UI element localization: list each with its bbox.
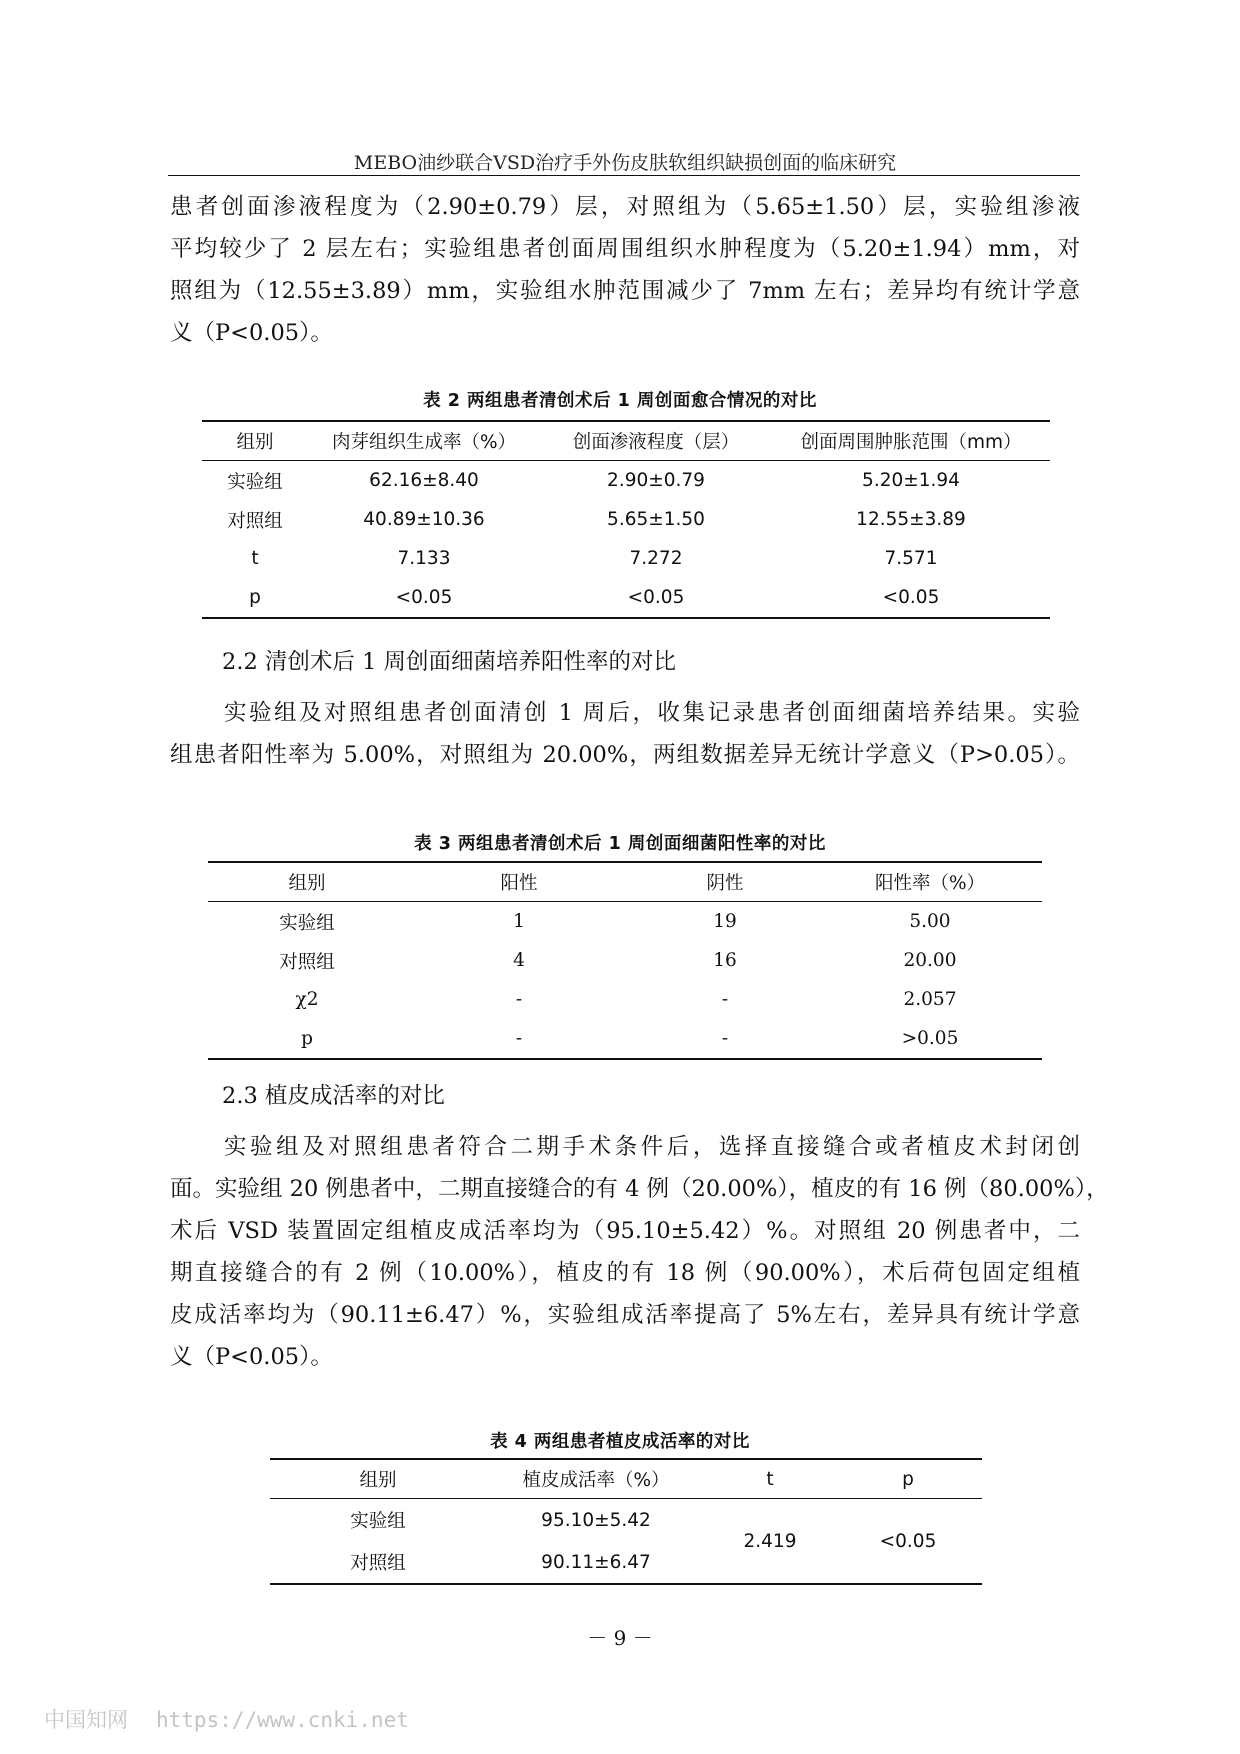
cnki-watermark [44, 1704, 409, 1734]
table-caption: 表 2 两组患者清创术后 1 周创面愈合情况的对比 [423, 391, 817, 411]
table-caption: 表 3 两组患者清创术后 1 周创面细菌阳性率的对比 [414, 834, 826, 854]
text-line: 义（P<0.05）。 [170, 1344, 333, 1370]
table-row [202, 500, 1050, 539]
text-line: 平均较少了 2 层左右；实验组患者创面周围组织水肿程度为（5.20±1.94）mm，对 [170, 236, 1080, 262]
table-cell: 5.65±1.50 [607, 509, 705, 530]
section-heading: 2.3 植皮成活率的对比 [222, 1083, 445, 1109]
section-heading: 2.2 清创术后 1 周创面细菌培养阳性率的对比 [222, 649, 677, 675]
table-cell: 95.10±5.42 [541, 1509, 651, 1531]
table-cell: 16 [713, 950, 737, 971]
table-row [202, 461, 1050, 501]
table-cell: 5.00 [909, 911, 951, 932]
table-cell: - [721, 989, 729, 1010]
watermark-url: https://www.cnki.net [156, 1708, 409, 1732]
header-rule [168, 175, 1080, 176]
column-header: p [834, 1459, 982, 1499]
paragraph-section-2-3 [170, 1126, 1109, 1378]
table-cell: - [515, 989, 523, 1010]
column-header: 阴性 [632, 862, 818, 902]
column-header: 阳性 [406, 862, 632, 902]
table-cell: t [251, 548, 259, 569]
table-cell: 对照组 [350, 1553, 406, 1574]
table-row [202, 539, 1050, 578]
text-line: 术后 VSD 装置固定组植皮成活率均为（95.10±5.42）%。对照组 20 例患者中，二 [170, 1218, 1080, 1244]
table-cell: 2.90±0.79 [607, 470, 705, 491]
text-line: 面。实验组 20 例患者中，二期直接缝合的有 4 例（20.00%），植皮的有 16 例（80.00%）， [170, 1176, 1109, 1202]
table-cell: - [515, 1028, 523, 1049]
table-cell: <0.05 [627, 587, 685, 608]
table-row [270, 1499, 982, 1542]
paragraph-section-2-2 [170, 692, 1080, 776]
table-cell: 对照组 [227, 510, 283, 532]
table-cell: p [301, 1028, 313, 1049]
table-row [202, 578, 1050, 618]
column-header: 阳性率（%） [818, 862, 1042, 902]
column-header: 组别 [208, 862, 406, 902]
paragraph-top [170, 186, 1080, 354]
table-cell: 1 [513, 911, 525, 932]
text-line: 患者创面渗液程度为（2.90±0.79）层，对照组为（5.65±1.50）层，实验组渗液 [170, 194, 1080, 220]
text-line: 义（P<0.05）。 [170, 320, 333, 346]
table-cell: >0.05 [901, 1028, 959, 1049]
column-header: 组别 [202, 421, 308, 461]
column-header: 肉芽组织生成率（%） [308, 421, 540, 461]
table-cell: - [721, 1028, 729, 1049]
table-cell: p [249, 587, 261, 608]
table-row [208, 1019, 1042, 1059]
text-line: 皮成活率均为（90.11±6.47）%，实验组成活率提高了 5%左右，差异具有统计学意 [170, 1302, 1080, 1328]
running-header: MEBO油纱联合VSD治疗手外伤皮肤软组织缺损创面的临床研究 [353, 152, 897, 174]
table-cell: χ2 [295, 989, 319, 1010]
table-cell: <0.05 [882, 587, 940, 608]
text-line: 期直接缝合的有 2 例（10.00%），植皮的有 18 例（90.00%），术后荷包固定组植 [170, 1260, 1080, 1286]
table-wound-healing [202, 420, 1050, 619]
table-cell: 4 [513, 950, 525, 971]
table-cell: 实验组 [279, 912, 335, 934]
table-caption: 表 4 两组患者植皮成活率的对比 [490, 1432, 750, 1452]
table-cell: 19 [713, 911, 737, 932]
table-header-row [270, 1459, 982, 1499]
text-line: 实验组及对照组患者符合二期手术条件后，选择直接缝合或者植皮术封闭创 [224, 1134, 1080, 1160]
table-cell: <0.05 [395, 587, 453, 608]
table-cell: 5.20±1.94 [862, 470, 960, 491]
table-bacteria-positive [208, 861, 1042, 1060]
column-header: 创面渗液程度（层） [540, 421, 772, 461]
column-header: 组别 [270, 1459, 486, 1499]
table-cell: 40.89±10.36 [363, 509, 485, 530]
text-line: 照组为（12.55±3.89）mm，实验组水肿范围减少了 7mm 左右；差异均有统计学意 [170, 278, 1080, 304]
table-cell: 62.16±8.40 [369, 470, 479, 491]
table-cell: 90.11±6.47 [541, 1551, 651, 1573]
column-header: 植皮成活率（%） [486, 1459, 706, 1499]
table-row [208, 980, 1042, 1019]
table-cell: 20.00 [903, 950, 957, 971]
p-value-cell: <0.05 [879, 1530, 937, 1552]
column-header: 创面周围肿胀范围（mm） [772, 421, 1050, 461]
table-cell: 2.057 [903, 989, 957, 1010]
table-cell: 实验组 [227, 471, 283, 493]
text-line: 组患者阳性率为 5.00%，对照组为 20.00%，两组数据差异无统计学意义（P>0.05）。 [170, 742, 1080, 768]
table-row [208, 902, 1042, 942]
table-cell: 对照组 [279, 951, 335, 973]
table-row [208, 941, 1042, 980]
watermark-logo: 中国知网 [44, 1708, 128, 1732]
table-header-row [208, 862, 1042, 902]
text-line: 实验组及对照组患者创面清创 1 周后，收集记录患者创面细菌培养结果。实验 [224, 700, 1080, 726]
table-graft-survival [270, 1458, 982, 1585]
table-cell: 7.133 [397, 548, 451, 569]
table-header-row [202, 421, 1050, 461]
page-number: － 9 － [587, 1626, 653, 1650]
table-cell: 实验组 [350, 1511, 406, 1532]
t-value-cell: 2.419 [743, 1530, 797, 1552]
table-cell: 12.55±3.89 [856, 509, 966, 530]
table-cell: 7.571 [884, 548, 938, 569]
column-header: t [706, 1459, 834, 1499]
table-cell: 7.272 [629, 548, 683, 569]
